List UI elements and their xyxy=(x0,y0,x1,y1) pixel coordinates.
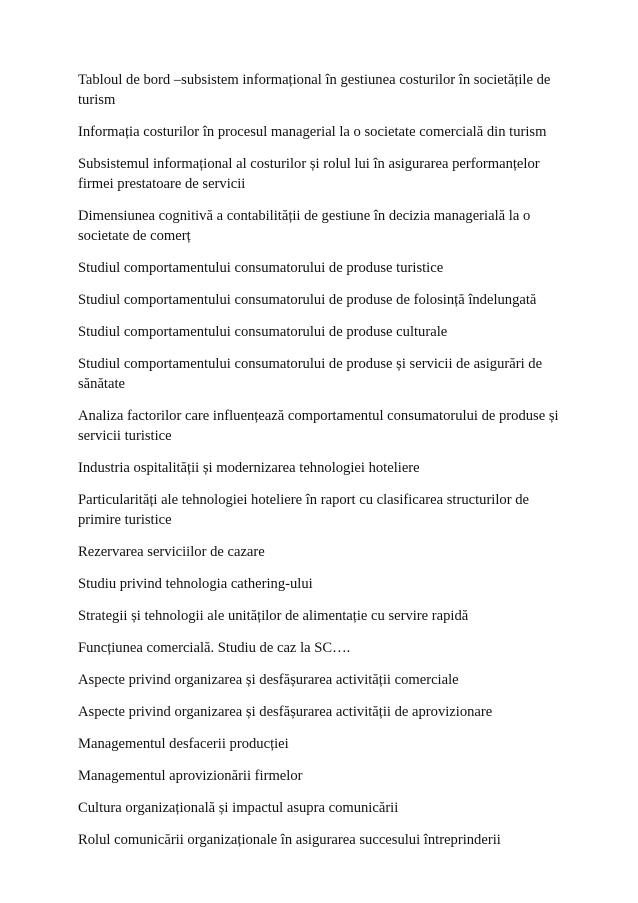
list-item: Informația costurilor în procesul managerial la o societate comercială din turism xyxy=(78,124,547,140)
list-item: Strategii și tehnologii ale unităților de alimentație cu servire rapidă xyxy=(78,608,469,624)
list-item: Dimensiunea cognitivă a contabilității de gestiune în decizia managerială la o societate de comerț xyxy=(78,208,531,244)
list-item: Aspecte privind organizarea și desfășurarea activității comerciale xyxy=(78,672,459,688)
list-item: Studiul comportamentului consumatorului de produse turistice xyxy=(78,260,444,276)
list-item: Managementul desfacerii producției xyxy=(78,736,289,752)
list-item: Cultura organizațională și impactul asupra comunicării xyxy=(78,800,399,816)
list-item: Studiul comportamentului consumatorului de produse de folosință îndelungată xyxy=(78,292,537,308)
list-item: Tabloul de bord –subsistem informațional în gestiunea costurilor în societățile de turism xyxy=(78,72,551,108)
list-item: Studiul comportamentului consumatorului de produse și servicii de asigurări de sănătate xyxy=(78,356,543,392)
list-item: Particularități ale tehnologiei hoteliere în raport cu clasificarea structurilor de primire turistice xyxy=(78,492,529,528)
list-item: Industria ospitalității și modernizarea tehnologiei hoteliere xyxy=(78,460,420,476)
list-item: Subsistemul informațional al costurilor și rolul lui în asigurarea performanțelor firmei prestatoare de servicii xyxy=(78,156,540,192)
list-item: Studiu privind tehnologia cathering-ului xyxy=(78,576,313,592)
list-item: Aspecte privind organizarea și desfășurarea activității de aprovizionare xyxy=(78,704,493,720)
list-item: Rolul comunicării organizaționale în asigurarea succesului întreprinderii xyxy=(78,832,501,848)
list-item: Rezervarea serviciilor de cazare xyxy=(78,544,265,560)
list-item: Managementul aprovizionării firmelor xyxy=(78,768,303,784)
list-item: Analiza factorilor care influențează comportamentul consumatorului de produse și servicii turistice xyxy=(78,408,559,444)
list-item: Funcțiunea comercială. Studiu de caz la SC…. xyxy=(78,640,351,656)
list-item: Studiul comportamentului consumatorului de produse culturale xyxy=(78,324,448,340)
